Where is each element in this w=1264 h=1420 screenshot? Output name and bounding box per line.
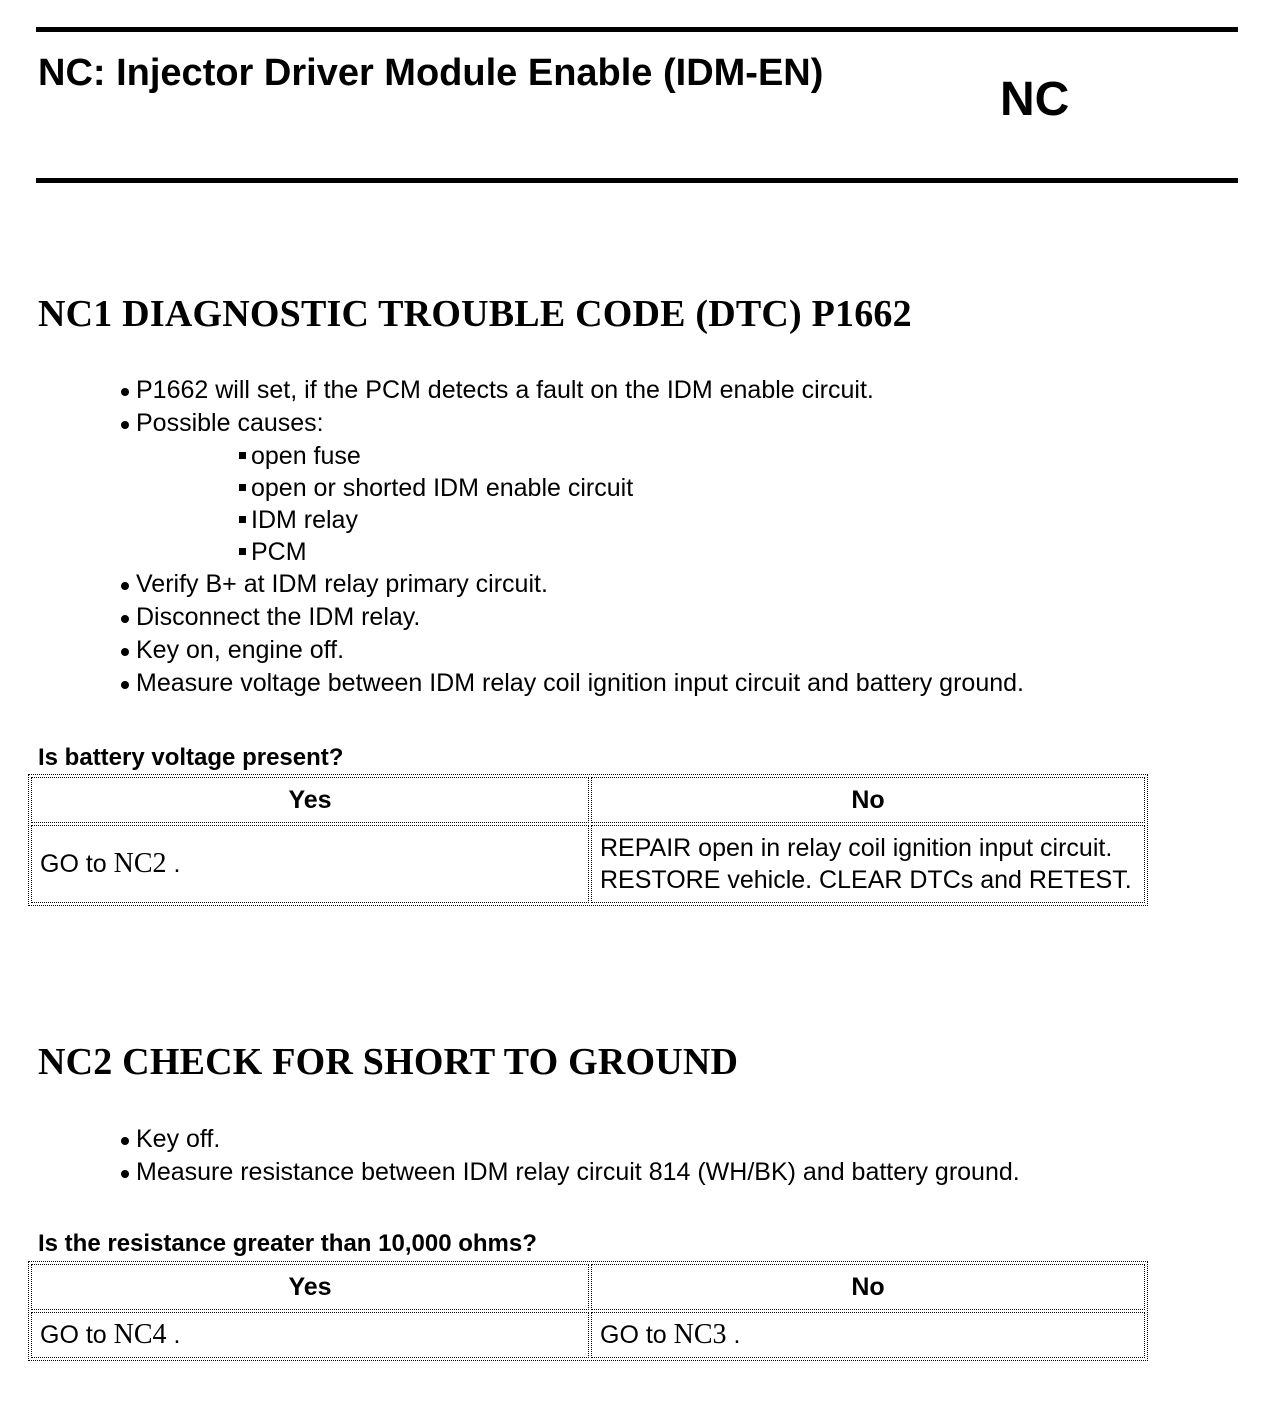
nc1-steps	[118, 374, 1024, 700]
goto-suffix: .	[173, 1321, 181, 1349]
goto-prefix: GO to	[40, 1321, 107, 1349]
yes-cell	[31, 1312, 589, 1358]
nc2-result-table	[28, 1261, 1148, 1361]
nc1-heading: NC1 DIAGNOSTIC TROUBLE CODE (DTC) P1662	[38, 293, 912, 335]
top-rule	[36, 27, 1238, 32]
no-cell	[591, 1312, 1145, 1358]
goto-nc2-link[interactable]: NC2	[113, 848, 167, 879]
yes-header: Yes	[31, 777, 589, 823]
list-item: Measure resistance between IDM relay circuit 814 (WH/BK) and battery ground.	[118, 1156, 1020, 1189]
yes-header: Yes	[31, 1264, 589, 1310]
header-bottom-rule	[36, 178, 1238, 183]
no-header: No	[591, 1264, 1145, 1310]
goto-prefix: GO to	[40, 850, 107, 878]
goto-prefix: GO to	[600, 1321, 667, 1349]
list-item: Verify B+ at IDM relay primary circuit.	[118, 568, 1024, 601]
no-cell: REPAIR open in relay coil ignition input circuit. RESTORE vehicle. CLEAR DTCs and RETEST.	[591, 825, 1145, 903]
goto-suffix: .	[733, 1321, 741, 1349]
list-item: Key off.	[118, 1123, 1020, 1156]
nc2-heading: NC2 CHECK FOR SHORT TO GROUND	[38, 1041, 739, 1083]
list-item: Disconnect the IDM relay.	[118, 601, 1024, 634]
yes-cell	[31, 825, 589, 903]
list-item: P1662 will set, if the PCM detects a fault on the IDM enable circuit.	[118, 374, 1024, 407]
nc1-result-table	[28, 774, 1148, 906]
nc2-question: Is the resistance greater than 10,000 ohms?	[38, 1230, 537, 1257]
goto-suffix: .	[173, 850, 181, 878]
page-title: NC: Injector Driver Module Enable (IDM-EN)	[38, 52, 824, 94]
list-item: open or shorted IDM enable circuit	[236, 472, 1024, 504]
list-item: PCM	[236, 536, 1024, 568]
goto-nc4-link[interactable]: NC4	[113, 1319, 167, 1350]
table-header-row	[31, 1264, 1145, 1310]
goto-nc3-link[interactable]: NC3	[673, 1319, 727, 1350]
table-header-row	[31, 777, 1145, 823]
nc1-question: Is battery voltage present?	[38, 744, 344, 771]
list-item: open fuse	[236, 440, 1024, 472]
list-item: Measure voltage between IDM relay coil ignition input circuit and battery ground.	[118, 667, 1024, 700]
table-row	[31, 825, 1145, 903]
possible-causes-label: Possible causes:	[136, 409, 324, 437]
section-code: NC	[1000, 73, 1070, 126]
table-row	[31, 1312, 1145, 1358]
list-item: Key on, engine off.	[118, 634, 1024, 667]
list-item: IDM relay	[236, 504, 1024, 536]
causes-list	[136, 440, 1024, 568]
list-item	[118, 407, 1024, 568]
nc2-steps	[118, 1123, 1020, 1189]
no-header: No	[591, 777, 1145, 823]
